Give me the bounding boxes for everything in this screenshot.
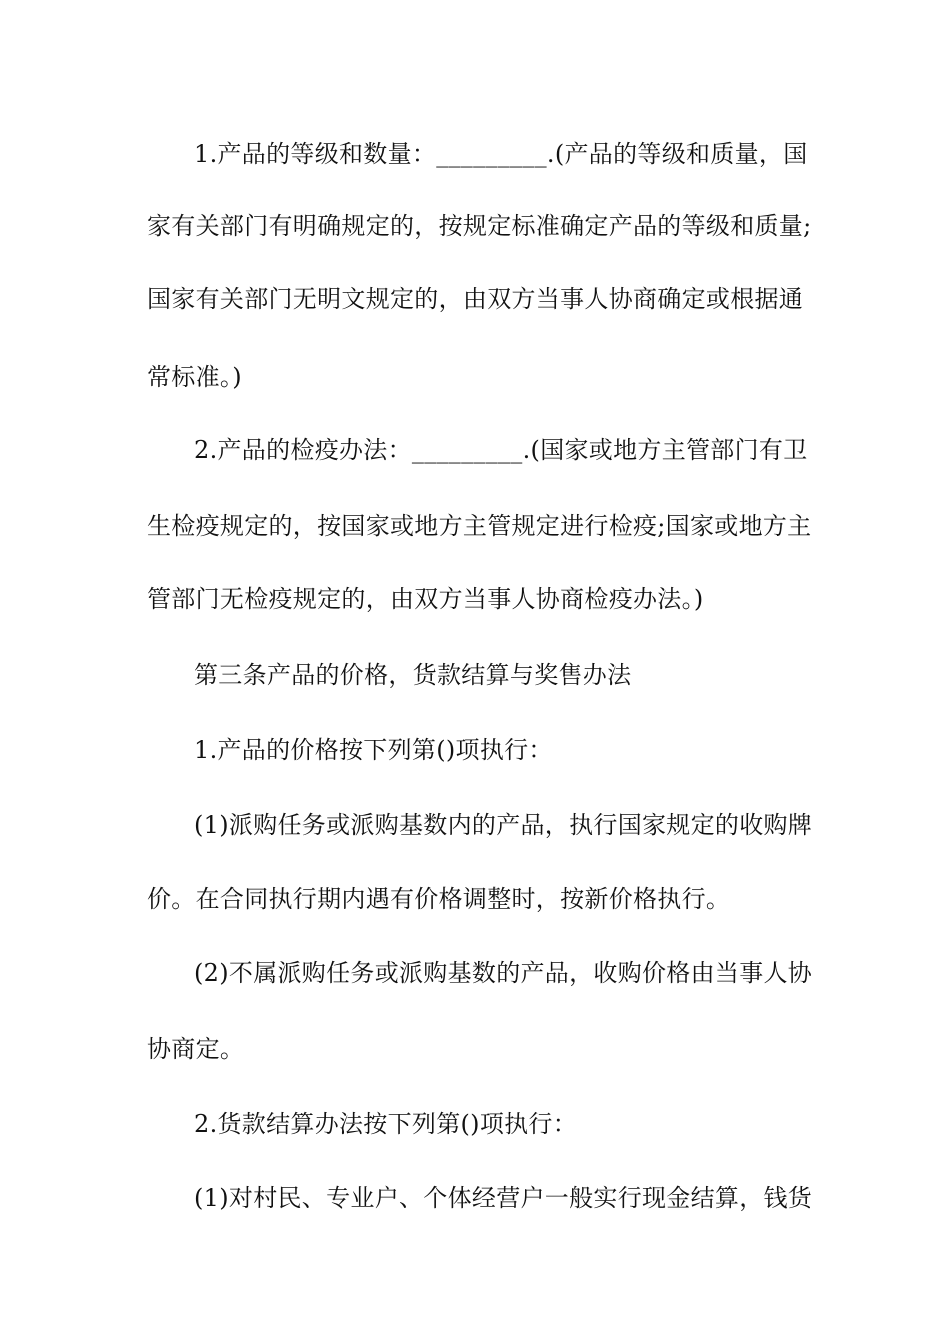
text-line: 常标准。) bbox=[147, 363, 242, 391]
text-line: 协商定。 bbox=[147, 1035, 245, 1063]
text-line: (2)不属派购任务或派购基数的产品，收购价格由当事人协 bbox=[194, 959, 813, 987]
text-line: 管部门无检疫规定的，由双方当事人协商检疫办法。) bbox=[147, 585, 704, 613]
text-line: 家有关部门有明确规定的，按规定标准确定产品的等级和质量; bbox=[147, 212, 812, 240]
text-line: (1)派购任务或派购基数内的产品，执行国家规定的收购牌 bbox=[194, 811, 813, 839]
text-line: 1.产品的等级和数量：_________.(产品的等级和质量，国 bbox=[194, 140, 808, 168]
text-line: 国家有关部门无明文规定的，由双方当事人协商确定或根据通 bbox=[147, 285, 804, 313]
text-line: 1.产品的价格按下列第()项执行： bbox=[194, 736, 553, 764]
text-line: 2.货款结算办法按下列第()项执行： bbox=[194, 1110, 578, 1138]
text-line: 价。在合同执行期内遇有价格调整时，按新价格执行。 bbox=[147, 885, 731, 913]
text-line: 生检疫规定的，按国家或地方主管规定进行检疫;国家或地方主 bbox=[147, 512, 812, 540]
text-line: (1)对村民、专业户、个体经营户一般实行现金结算，钱货 bbox=[194, 1184, 813, 1212]
section-heading: 第三条产品的价格，货款结算与奖售办法 bbox=[194, 661, 632, 689]
text-line: 2.产品的检疫办法：_________.(国家或地方主管部门有卫 bbox=[194, 436, 808, 464]
